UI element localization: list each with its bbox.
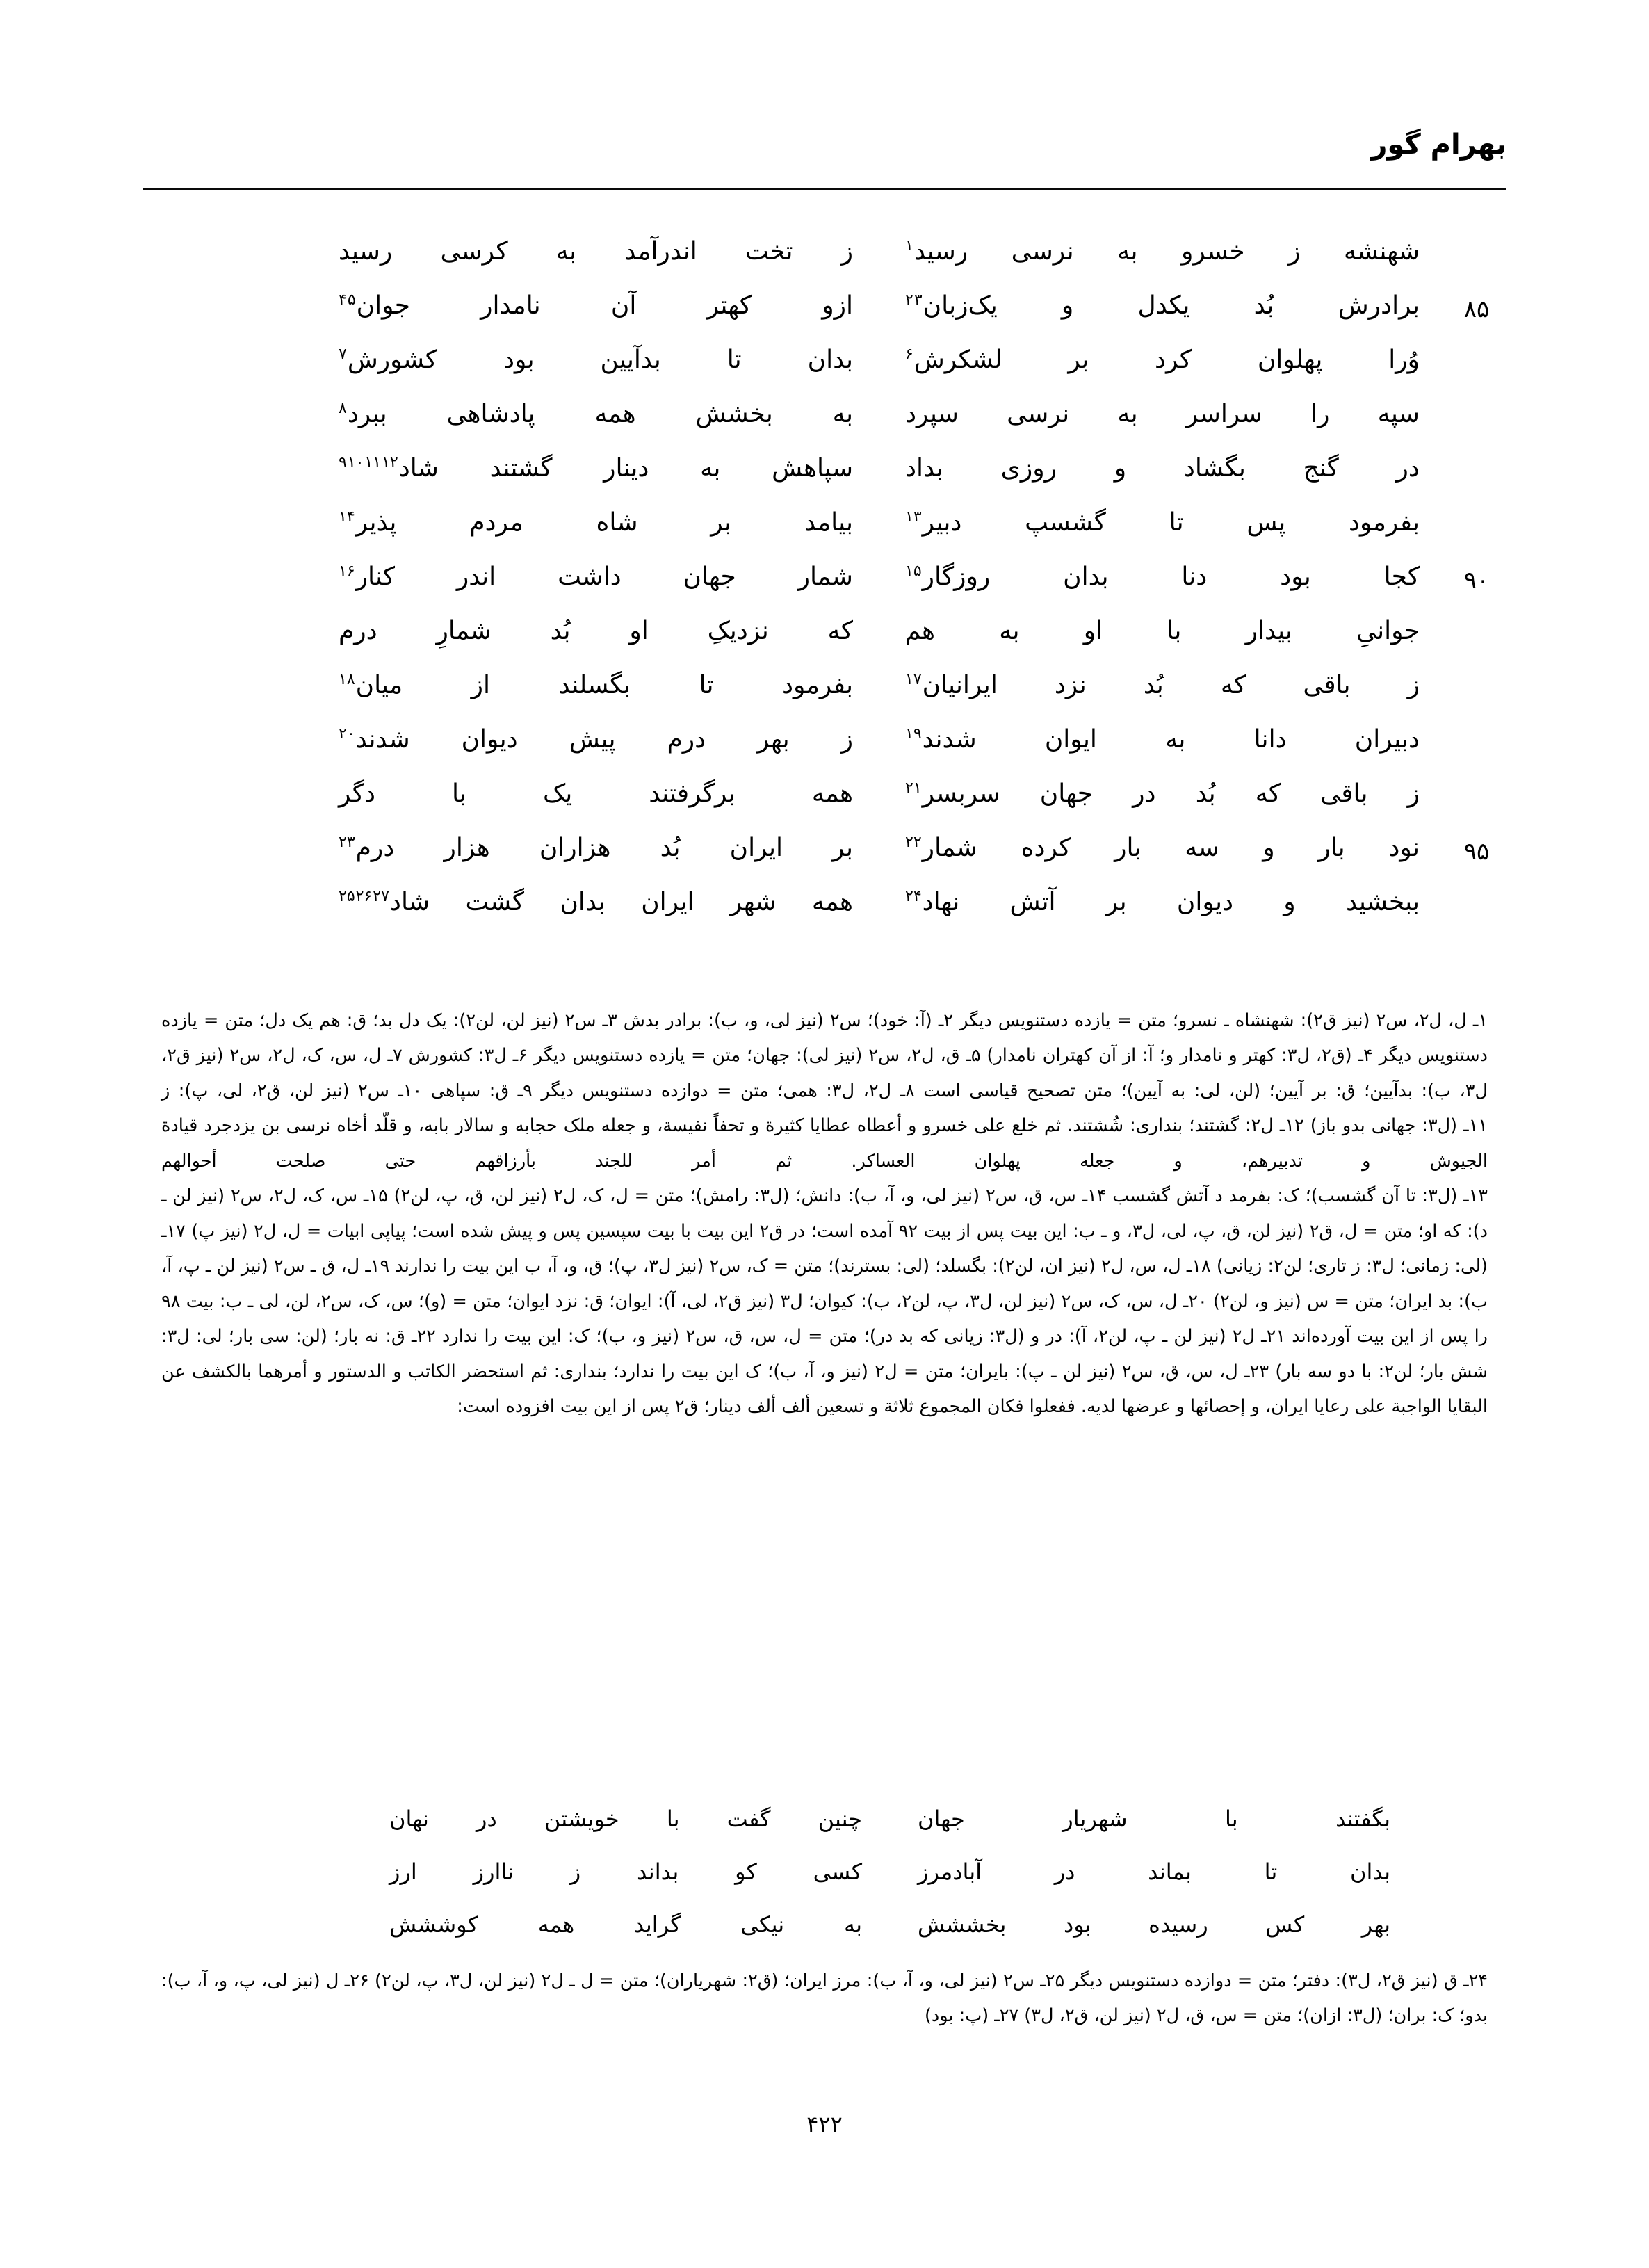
- apparatus-paragraph: ۲۴ـ ق (نیز ق۲، ل۳): دفتر؛ متن = دوازده دستنویس دیگر ۲۵ـ س۲ (نیز لی، و، آ، ب): مرز ایران؛ (ق۲: شهریاران)؛ متن = ل ـ ل۲ (نیز لن، ل۳، پ، لن۲) ۲۶ـ ل (نیز لی، پ، و، آ، ب): بدو؛ ک: بران؛ (ل۳: ازان)؛ متن = س، ق، ل۲ (نیز لن، ق۲، ل۳) ۲۷ـ (پ: بود): [161, 1970, 1488, 2027]
- verse-line: [143, 392, 1506, 446]
- footnote-reference: ۱۸: [339, 671, 355, 688]
- footnote-reference: ۱۲: [382, 454, 398, 471]
- verse-line: [143, 609, 1506, 663]
- verse-line: [143, 284, 1506, 338]
- footnote-reference: ۲۰: [339, 725, 355, 743]
- hemistich-second: ز بهر درم پیش دیوان شدند$^{۲۰}$: [339, 725, 854, 754]
- footnote-reference: ۱۵: [905, 562, 922, 580]
- inset-hemistich-second: کسی کو بداند ز ناارز ارز: [389, 1858, 863, 1885]
- verse-line: [143, 555, 1506, 609]
- hemistich-first: وُرا پهلوان کرد بر لشکرش$^۶$: [905, 346, 1420, 374]
- hemistich-first: ببخشید و دیوان بر آتش نهاد$^{۲۴}$: [905, 888, 1420, 916]
- hemistich-first: ز باقی که بُد نزد ایرانیان$^{۱۷}$: [905, 671, 1420, 699]
- hemistich-second: همه برگرفتند یک با دگر: [339, 779, 853, 808]
- verse-number: ۹۵: [1463, 838, 1490, 866]
- hemistich-second: بیامد بر شاه مردم پذیر$^{۱۴}$: [339, 508, 853, 537]
- hemistich-second: سپاهش به دینار گشتند شاد$^{۹۱۰۱۱۱۲}$: [339, 454, 853, 483]
- verse-line: [143, 663, 1506, 718]
- apparatus-paragraph: ۱۳ـ (ل۳: تا آن گشسب)؛ ک: بفرمد د آتش گشسب ۱۴ـ س، ق، س۲ (نیز لی، و، آ، ب): دانش؛ (ل۳: رامش)؛ متن = ل، ک، ل۲ (نیز لن، ق، پ، لن۲) ۱۵ـ س، ک، ل۲، س۲ (نیز لن ـ د): که او؛ متن = ل، ق۲ (نیز لن، ق، پ، لی، ل۳، و ـ ب: این بیت پس از بیت ۹۲ آمده است؛ در ق۲ این بیت با بیت سپسین پس و پیش شده است؛ پیاپی ابیات = ل، ل۲ (نیز پ) ۱۷ـ (لی: زمانی؛ ل۳: ز تاری؛ لن۲: زیانی) ۱۸ـ ل، س، ل۲ (نیز ان، لن۲): بگسلد؛ (لی: بسترند)؛ متن = ک، س۲ (نیز ل۳، پ)؛ ق، و، آ، ب این بیت را ندارند ۱۹ـ ل، ق ـ س۲ (نیز لن ـ پ، آ، ب): بد ایران؛ متن = س (نیز و، لن۲) ۲۰ـ ل، س، ک، س۲ (نیز لن، ل۳، پ، لن۲، ب): کیوان؛ ل۳ (نیز ق۲، لی، آ): ایوان؛ ق: نزد ایوان؛ متن = (و)؛ س، ک، س۲، لن، لی ـ ب: بیت ۹۸ را پس از این بیت آورده‌اند ۲۱ـ ل۲ (نیز لن ـ پ، لن۲، آ): در و (ل۳: زیانی که بد در)؛ متن = ل، س، ق، س۲ (نیز و، ب)؛ ک: این بیت را ندارد ۲۲ـ ق: نه بار؛ (لن: سی بار؛ لی: ل۳: شش بار؛ لن۲: با دو سه بار) ۲۳ـ ل، س، ق، س۲ (نیز لن ـ پ): بایران؛ متن = ل۲ (نیز و، آ، ب)؛ ک این بیت را ندارد؛ بنداری: ثم استحضر الکاتب و الدستور و أمرهما بالکشف عن البقایا الواجبة علی رعایا ایران، و إحصائها و عرضها لدیه. ففعلوا فکان المجموع ثلاثة و تسعین ألف ألف دینار؛ ق۲ پس از این بیت افزوده است:: [161, 1185, 1488, 1418]
- verse-line: [143, 826, 1506, 880]
- footnote-reference: ۲۳: [339, 834, 355, 851]
- verse-line: [143, 880, 1506, 934]
- footnote-reference: ۴: [339, 291, 347, 309]
- hemistich-first: شهنشه ز خسرو به نرسی رسید$^۱$: [905, 237, 1420, 266]
- running-head: [143, 129, 1506, 206]
- footnote-reference: ۷: [339, 346, 347, 363]
- footnote-reference: ۲۶: [355, 888, 373, 905]
- hemistich-first: کجا بود دنا بدان روزگار$^{۱۵}$: [905, 562, 1420, 591]
- inset-verse-line: [161, 1852, 1488, 1905]
- verse-line: [143, 718, 1506, 772]
- inset-hemistich-second: چنین گفت با خویشتن در نهان: [389, 1806, 863, 1832]
- hemistich-second: به بخشش همه پادشاهی ببرد$^۸$: [339, 400, 853, 428]
- footnote-reference: ۶: [905, 346, 913, 363]
- folio-number: ۴۲۲: [806, 2111, 843, 2137]
- hemistich-first: جوانیِ بیدار با او به هم: [905, 617, 1420, 645]
- hemistich-second: ز تخت اندرآمد به کرسی رسید: [339, 237, 853, 266]
- footnote-reference: ۹: [339, 454, 347, 471]
- apparatus-paragraph: ۱ـ ل، ل۲، س۲ (نیز ق۲): شهنشاه ـ نسرو؛ متن = یازده دستنویس دیگر ۲ـ (آ: خود)؛ س۲ (نیز لی، و، ب): برادر بدش ۳ـ س۲ (نیز لن، لن۲): یک دل بد؛ ق: هم یک دل؛ متن = یازده دستنویس دیگر ۴ـ (ق۲، ل۳: کهتر و نامدار و؛ آ: از آن کهتران نامدار) ۵ـ ق، ل۲، س۲ (نیز لی): جهان؛ متن = یازده دستنویس دیگر ۶ـ ل۳: کشورش ۷ـ ل، س، ک، ل۲، س۲ (نیز ق۲، ل۳، ب): بدآیین؛ ق: بر آیین؛ (لن، لی: به آیین)؛ متن تصحیح قیاسی است ۸ـ ل۲، ل۳: همی؛ متن = دوازده دستنویس دیگر ۹ـ ق: سپاهی ۱۰ـ س۲ (نیز لن، ق۲، لی، پ): ز: [161, 1010, 1488, 1101]
- hemistich-first: در گنج بگشاد و روزی بداد: [905, 454, 1420, 483]
- hemistich-second: بر ایران بُد هزاران هزار درم$^{۲۳}$: [339, 834, 853, 862]
- critical-apparatus-tail: [161, 1963, 1488, 2034]
- footnote-reference: ۲: [905, 291, 913, 309]
- hemistich-first: دبیران دانا به ایوان شدند$^{۱۹}$: [905, 725, 1420, 754]
- critical-apparatus: [161, 1003, 1488, 1425]
- hemistich-first: بفرمود پس تا گشسپ دبیر$^{۱۳}$: [905, 508, 1420, 537]
- footnote-reference: ۱: [905, 237, 913, 254]
- footnote-reference: ۳: [913, 291, 923, 309]
- footnote-reference: ۱۴: [339, 508, 355, 526]
- verse-number: ۹۰: [1463, 567, 1490, 594]
- apparatus-paragraph: ۱۱ـ (ل۳: جهانی بدو باز) ۱۲ـ ل۲: گشتند؛ بنداری: شُشتند. ثم خلع علی خسرو و أعطاه عطایا کثیرة و تحفاً نفیسة، و جعله ملک حجابه و سالار بابه، و قلّد أخاه نرسی بن یزدجرد قیادة الجیوش و تدبیرهم، و جعله پهلوان العساکر. ثم أمر للجند بأرزاقهم حتی صلحت أحوالهم: [161, 1115, 1488, 1172]
- verse-block: [143, 229, 1506, 934]
- hemistich-second: همه شهر ایران بدان گشت شاد$^{۲۵۲۶۲۷}$: [339, 888, 853, 916]
- hemistich-second: بفرمود تا بگسلند از میان$^{۱۸}$: [339, 671, 853, 699]
- footnote-reference: ۲۵: [339, 888, 355, 905]
- verse-line: [143, 338, 1506, 392]
- verse-line: [143, 446, 1506, 501]
- hemistich-first: برادرش بُد یکدل و یک‌زبان$^{۲۳}$: [905, 291, 1420, 320]
- footnote-reference: ۸: [339, 400, 347, 417]
- verse-line: [143, 772, 1506, 826]
- footnote-reference: ۱۶: [339, 562, 355, 580]
- inset-hemistich-first: بدان تا بماند در آبادمرز: [918, 1858, 1391, 1885]
- footnote-reference: ۲۲: [905, 834, 922, 851]
- verse-line: [143, 229, 1506, 284]
- footnote-reference: ۵: [347, 291, 356, 309]
- verse-number: ۸۵: [1463, 295, 1490, 323]
- running-head-title: بهرام گور: [1371, 129, 1506, 161]
- inset-hemistich-second: به نیکی گراید همه کوششش: [389, 1911, 863, 1938]
- inset-verse-line: [161, 1905, 1488, 1958]
- inset-hemistich-first: بهر کس رسیده بود بخششش: [918, 1911, 1391, 1938]
- verse-line: [143, 501, 1506, 555]
- hemistich-first: ز باقی که بُد در جهان سربسر$^{۲۱}$: [905, 779, 1420, 808]
- footnote-reference: ۱۱: [364, 454, 382, 471]
- hemistich-second: که نزدیکِ او بُد شمارِ درم: [339, 617, 853, 645]
- hemistich-second: ازو کهتر آن نامدار جوان$^{۴۵}$: [339, 291, 853, 320]
- inset-verse-line: [161, 1799, 1488, 1852]
- footnote-reference: ۱۹: [905, 725, 922, 743]
- footnote-reference: ۱۰: [347, 454, 364, 471]
- hemistich-first: سپه را سراسر به نرسی سپرد: [905, 400, 1420, 428]
- hemistich-second: شمار جهان داشت اندر کنار$^{۱۶}$: [339, 562, 853, 591]
- footnote-reference: ۲۴: [905, 888, 922, 905]
- inset-verse-block: [161, 1799, 1488, 1958]
- hemistich-second: بدان تا بدآیین بود کشورش$^۷$: [339, 346, 853, 374]
- footnote-reference: ۲۱: [905, 779, 922, 797]
- footnote-reference: ۱۳: [905, 508, 922, 526]
- footnote-reference: ۱۷: [905, 671, 922, 688]
- header-rule: [143, 188, 1506, 190]
- footnote-reference: ۲۷: [373, 888, 389, 905]
- hemistich-first: نود بار و سه بار کرده شمار$^{۲۲}$: [905, 834, 1420, 862]
- inset-hemistich-first: بگفتند با شهریار جهان: [918, 1806, 1390, 1832]
